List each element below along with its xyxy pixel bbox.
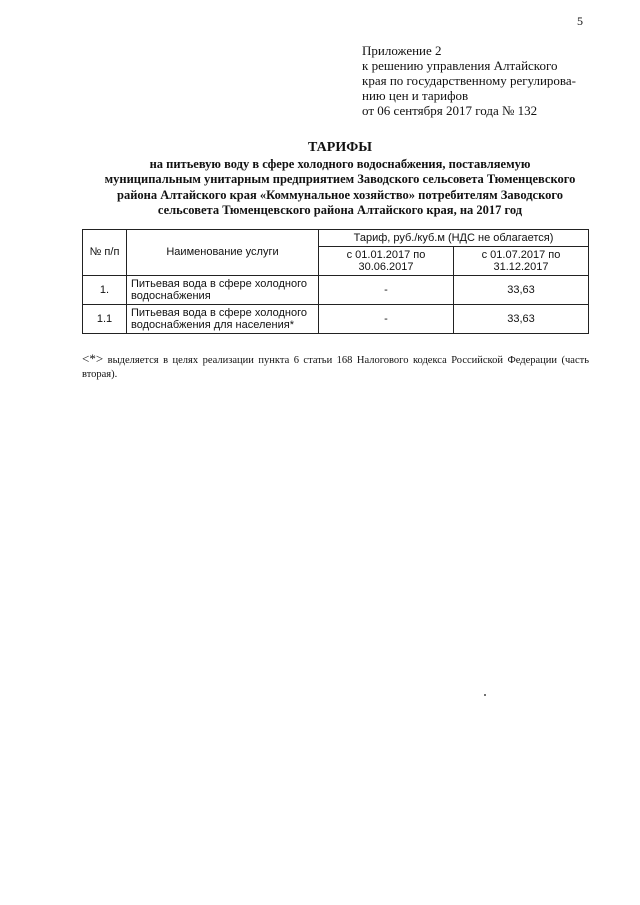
appendix-line: к решению управления Алтайского <box>362 58 558 73</box>
title-line: на питьевую воду в сфере холодного водоснабжения, поставляемую <box>149 157 531 172</box>
header-name: Наименование услуги <box>127 230 319 276</box>
table-row <box>83 276 589 305</box>
title-line: района Алтайского края «Коммунальное хозяйство» потребителям Заводского <box>117 187 563 202</box>
header-num: № п/п <box>83 230 127 276</box>
header-tariff: Тариф, руб./куб.м (НДС не облагается) <box>319 230 589 247</box>
row-num: 1. <box>83 276 127 305</box>
row-tariff-2: 33,63 <box>454 276 589 305</box>
appendix-line: от 06 сентября 2017 года № 132 <box>362 103 538 118</box>
appendix-line: нию цен и тарифов <box>362 88 469 103</box>
row-service: Питьевая вода в сфере холодного водоснабжения <box>127 276 319 305</box>
header-period-2: с 01.07.2017 по 31.12.2017 <box>454 247 589 276</box>
table-row <box>83 305 589 334</box>
row-tariff-1: - <box>319 305 454 334</box>
footnote <box>82 352 589 382</box>
scan-speck <box>484 694 486 696</box>
row-tariff-2: 33,63 <box>454 305 589 334</box>
appendix-line: Приложение 2 <box>362 43 442 58</box>
title-line: сельсовета Тюменцевского района Алтайского края, на 2017 год <box>157 202 523 217</box>
header-period-1: с 01.01.2017 по 30.06.2017 <box>319 247 454 276</box>
appendix-line: края по государственному регулирова- <box>362 73 576 88</box>
row-service: Питьевая вода в сфере холодного водоснабжения для населения* <box>127 305 319 334</box>
title-main: ТАРИФЫ <box>308 140 372 155</box>
page-number: 5 <box>577 14 583 28</box>
tariff-table <box>82 229 589 334</box>
footnote-mark: <*> <box>82 351 104 366</box>
title-line: муниципальным унитарным предприятием Заводского сельсовета Тюменцевского <box>104 172 576 187</box>
footnote-text: выделяется в целях реализации пункта 6 статьи 168 Налогового кодекса Российской Федерации (часть вторая). <box>82 355 589 380</box>
document-title <box>60 140 620 218</box>
table-header-row <box>83 230 589 247</box>
row-tariff-1: - <box>319 276 454 305</box>
row-num: 1.1 <box>83 305 127 334</box>
appendix-block <box>362 43 632 118</box>
